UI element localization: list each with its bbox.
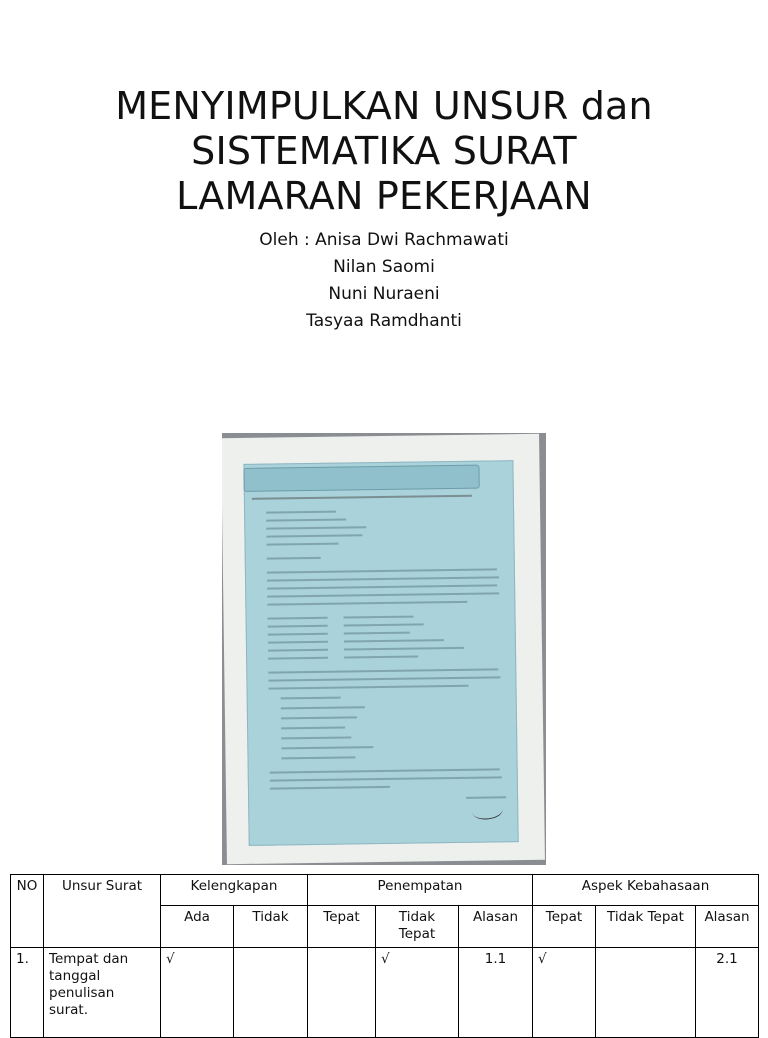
author-line: Oleh : Anisa Dwi Rachmawati [259,230,509,250]
title-line-1: MENYIMPULKAN UNSUR dan [115,84,653,128]
cell-tidak-tepat: √ [376,948,459,1038]
cell-tidak [234,948,308,1038]
title-line-2: SISTEMATIKA SURAT [191,129,577,173]
subheader-tepat: Tepat [308,906,376,948]
cell-alasan: 1.1 [459,948,533,1038]
analysis-table [10,874,759,1038]
subheader-tepat: Tepat [533,906,596,948]
subheader-tidak-tepat: Tidak Tepat [596,906,696,948]
author-line: Tasyaa Ramdhanti [306,311,462,331]
author-line: Nuni Nuraeni [328,284,440,304]
cell-unsur: Tempat dan tanggal penulisan surat. [44,948,161,1038]
letter-header-banner [243,465,479,492]
cell-tepat [308,948,376,1038]
header-aspek-kebahasaan: Aspek Kebahasaan [533,875,759,906]
header-unsur: Unsur Surat [44,875,161,948]
subheader-alasan: Alasan [459,906,533,948]
cell-ada: √ [161,948,234,1038]
subheader-tidak: Tidak [234,906,308,948]
page-title [0,84,768,219]
title-line-3: LAMARAN PEKERJAAN [176,174,592,218]
cell-tepat: √ [533,948,596,1038]
letter-text-lines [222,434,539,438]
cell-alasan: 2.1 [696,948,759,1038]
header-no: NO [11,875,44,948]
cell-tidak-tepat [596,948,696,1038]
table-row [11,948,759,1038]
header-kelengkapan: Kelengkapan [161,875,308,906]
subheader-ada: Ada [161,906,234,948]
letter-photo [222,433,546,865]
author-line: Nilan Saomi [333,257,435,277]
author-list [0,227,768,335]
subheader-alasan: Alasan [696,906,759,948]
subheader-tidak-tepat: Tidak Tepat [376,906,459,948]
cell-no: 1. [11,948,44,1038]
letter-paper [222,434,545,864]
header-penempatan: Penempatan [308,875,533,906]
